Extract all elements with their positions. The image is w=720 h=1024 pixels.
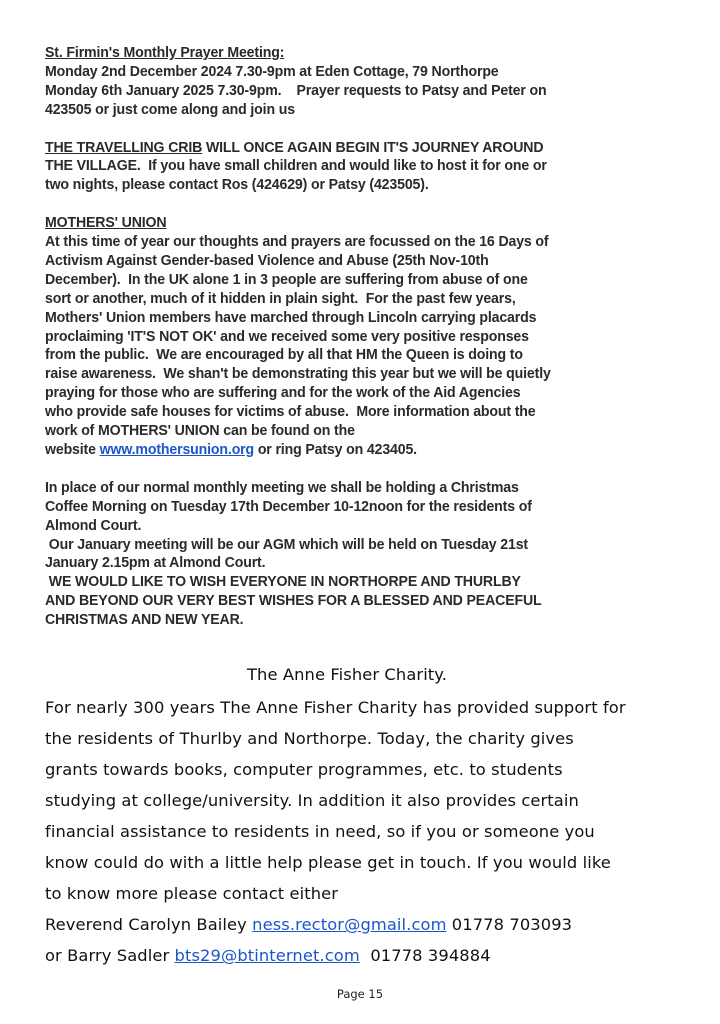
mothers-union-line: At this time of year our thoughts and prayers are focussed on the 16 Days of [45,233,549,251]
mothers-union-line: Mothers' Union members have marched through Lincoln carrying placards [45,308,537,326]
website-prefix: website [45,441,100,458]
email-link-sadler[interactable]: bts29@btinternet.com [174,946,360,965]
charity-line: to know more please contact either [45,884,339,903]
mothers-union-line: raise awareness. We shan't be demonstrating this year but we will be quietly [45,365,551,383]
mothers-union-line: from the public. We are encouraged by all that HM the Queen is doing to [45,346,523,364]
charity-contact-bailey [45,909,715,940]
charity-line: studying at college/university. In addition it also provides certain [45,791,579,810]
contact-name: or Barry Sadler [45,946,175,965]
parish-notices [45,44,659,649]
prayer-meeting-line: 423505 or just come along and join us [45,100,295,118]
prayer-meeting-line: Monday 2nd December 2024 7.30-9pm at Eden Cottage, 79 Northorpe [45,62,499,80]
email-link-bailey[interactable]: ness.rector@gmail.com [252,915,447,934]
mothers-union-website-line [45,441,659,460]
charity-title: The Anne Fisher Charity. [247,665,447,684]
mothers-union-website-link[interactable]: www.mothersunion.org [99,441,255,458]
travelling-crib-first-line [45,139,659,158]
christmas-notice-line: Our January meeting will be our AGM which will be held on Tuesday 21st [45,535,528,553]
mothers-union-line: work of MOTHERS' UNION can be found on the [45,422,355,440]
page-number: Page 15 [336,987,384,1001]
travelling-crib-heading: THE TRAVELLING CRIB [45,138,203,156]
charity-line: the residents of Thurlby and Northorpe. Today, the charity gives [45,729,574,748]
contact-phone: 01778 394884 [359,946,491,965]
charity-line: grants towards books, computer programmes, etc. to students [45,760,563,779]
charity-contact-sadler [45,940,715,971]
christmas-notice-line: Coffee Morning on Tuesday 17th December 10-12noon for the residents of [45,497,532,515]
mothers-union-line: December). In the UK alone 1 in 3 people are suffering from abuse of one [45,270,528,288]
christmas-notice-line: CHRISTMAS AND NEW YEAR. [45,611,244,629]
christmas-notice-line: January 2.15pm at Almond Court. [45,554,266,572]
travelling-crib-line: THE VILLAGE. If you have small children and would like to host it for one or [45,157,547,175]
christmas-notice-line: WE WOULD LIKE TO WISH EVERYONE IN NORTHORPE AND THURLBY [45,573,521,591]
mothers-union-line: proclaiming 'IT'S NOT OK' and we received some very positive responses [45,327,529,345]
anne-fisher-charity-section [45,661,715,971]
travelling-crib-text: WILL ONCE AGAIN BEGIN IT'S JOURNEY AROUND [202,138,544,156]
christmas-notice-section [45,479,659,630]
mothers-union-section [45,214,659,460]
mothers-union-heading: MOTHERS' UNION [45,214,167,232]
mothers-union-line: sort or another, much of it hidden in plain sight. For the past few years, [45,289,516,307]
travelling-crib-line: two nights, please contact Ros (424629) or Patsy (423505). [45,176,429,194]
prayer-meeting-line: Monday 6th January 2025 7.30-9pm. Prayer requests to Patsy and Peter on [45,81,547,99]
christmas-notice-line: In place of our normal monthly meeting we shall be holding a Christmas [45,478,519,496]
mothers-union-line: who provide safe houses for victims of abuse. More information about the [45,403,536,421]
prayer-meeting-heading: St. Firmin's Monthly Prayer Meeting: [45,44,285,61]
contact-name: Reverend Carolyn Bailey [45,915,253,934]
website-suffix: or ring Patsy on 423405. [254,441,417,458]
travelling-crib-section [45,139,659,196]
prayer-meeting-section [45,44,659,120]
charity-line: financial assistance to residents in need, so if you or someone you [45,822,595,841]
christmas-notice-line: AND BEYOND OUR VERY BEST WISHES FOR A BLESSED AND PEACEFUL [45,592,542,610]
christmas-notice-line: Almond Court. [45,516,142,534]
charity-line: For nearly 300 years The Anne Fisher Charity has provided support for [45,698,626,717]
charity-line: know could do with a little help please get in touch. If you would like [45,853,611,872]
mothers-union-line: praying for those who are suffering and for the work of the Aid Agencies [45,384,521,402]
contact-phone: 01778 703093 [446,915,573,934]
mothers-union-line: Activism Against Gender-based Violence and Abuse (25th Nov-10th [45,251,489,269]
